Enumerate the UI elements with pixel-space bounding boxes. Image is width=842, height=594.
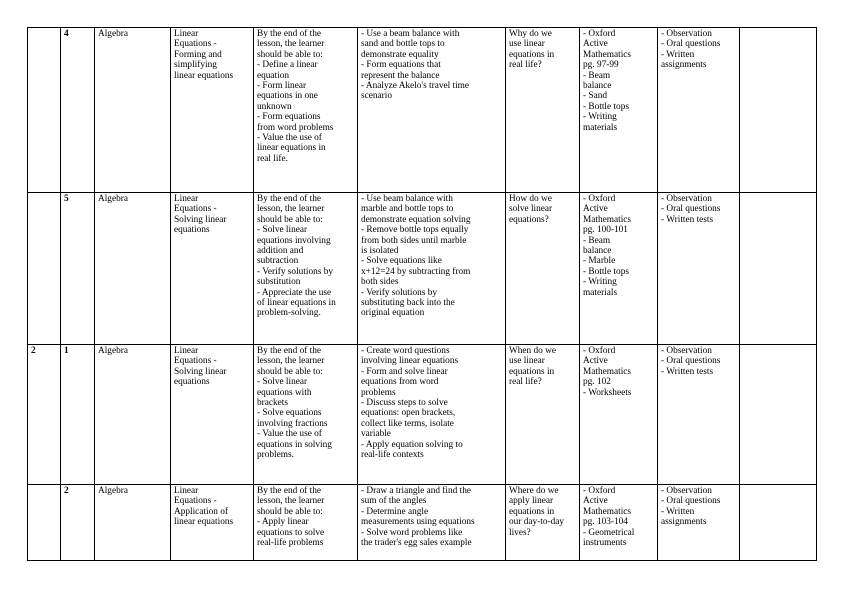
table-row (28, 28, 817, 193)
table-row (28, 485, 817, 561)
lesson-cell: 5 (61, 193, 95, 345)
sub-strand-cell: Linear Equations - Forming and simplifying linear equations (171, 28, 254, 193)
scheme-of-work-table (27, 27, 817, 561)
learning-resources-cell: - Oxford Active Mathematics pg. 97-99 - Beam balance - Sand - Bottle tops - Writing materials (580, 28, 658, 193)
table-row (28, 345, 817, 485)
assessment-cell: - Observation - Oral questions - Written assignments (658, 28, 740, 193)
learning-experiences-cell: - Use beam balance with marble and bottle tops to demonstrate equation solving - Remove bottle tops equally from both sides until marble is isolated - Solve equations like x+12=24 by subtracting from both sides - Verify solutions by substituting back into the original equation (358, 193, 506, 345)
learning-resources-cell: - Oxford Active Mathematics pg. 103-104 - Geometrical instruments (580, 485, 658, 561)
learning-outcomes-cell: By the end of the lesson, the learner should be able to: - Apply linear equations to solve real-life problems (254, 485, 358, 561)
week-cell (28, 193, 61, 345)
lesson-cell: 1 (61, 345, 95, 485)
scheme-of-work-page (27, 27, 817, 561)
lesson-cell: 2 (61, 485, 95, 561)
learning-outcomes-cell: By the end of the lesson, the learner should be able to: - Solve linear equations with brackets - Solve equations involving fractions - Value the use of equations in solving problems. (254, 345, 358, 485)
strand-cell: Algebra (95, 485, 171, 561)
learning-resources-cell: - Oxford Active Mathematics pg. 102 - Worksheets (580, 345, 658, 485)
remarks-cell (740, 345, 817, 485)
week-cell (28, 485, 61, 561)
assessment-cell: - Observation - Oral questions - Written tests (658, 193, 740, 345)
remarks-cell (740, 485, 817, 561)
sub-strand-cell: Linear Equations - Application of linear equations (171, 485, 254, 561)
key-inquiry-question-cell: Why do we use linear equations in real life? (506, 28, 580, 193)
remarks-cell (740, 28, 817, 193)
sub-strand-cell: Linear Equations - Solving linear equations (171, 345, 254, 485)
strand-cell: Algebra (95, 193, 171, 345)
learning-resources-cell: - Oxford Active Mathematics pg. 100-101 - Beam balance - Marble - Bottle tops - Writing materials (580, 193, 658, 345)
strand-cell: Algebra (95, 28, 171, 193)
key-inquiry-question-cell: How do we solve linear equations? (506, 193, 580, 345)
week-cell (28, 28, 61, 193)
key-inquiry-question-cell: When do we use linear equations in real life? (506, 345, 580, 485)
learning-experiences-cell: - Create word questions involving linear equations - Form and solve linear equations from word problems - Discuss steps to solve equations: open brackets, collect like terms, isolate variable - Apply equation solving to real-life contexts (358, 345, 506, 485)
key-inquiry-question-cell: Where do we apply linear equations in our day-to-day lives? (506, 485, 580, 561)
remarks-cell (740, 193, 817, 345)
lesson-cell: 4 (61, 28, 95, 193)
learning-experiences-cell: - Use a beam balance with sand and bottle tops to demonstrate equality - Form equations that represent the balance - Analyze Akelo's travel time scenario (358, 28, 506, 193)
assessment-cell: - Observation - Oral questions - Written assignments (658, 485, 740, 561)
assessment-cell: - Observation - Oral questions - Written tests (658, 345, 740, 485)
learning-outcomes-cell: By the end of the lesson, the learner should be able to: - Define a linear equation - Form linear equations in one unknown - Form equations from word problems - Value the use of linear equations in real life. (254, 28, 358, 193)
week-cell: 2 (28, 345, 61, 485)
sub-strand-cell: Linear Equations - Solving linear equations (171, 193, 254, 345)
table-row (28, 193, 817, 345)
strand-cell: Algebra (95, 345, 171, 485)
learning-experiences-cell: - Draw a triangle and find the sum of the angles - Determine angle measurements using equations - Solve word problems like the trader's egg sales example (358, 485, 506, 561)
learning-outcomes-cell: By the end of the lesson, the learner should be able to: - Solve linear equations involving addition and subtraction - Verify solutions by substitution - Appreciate the use of linear equations in problem-solving. (254, 193, 358, 345)
